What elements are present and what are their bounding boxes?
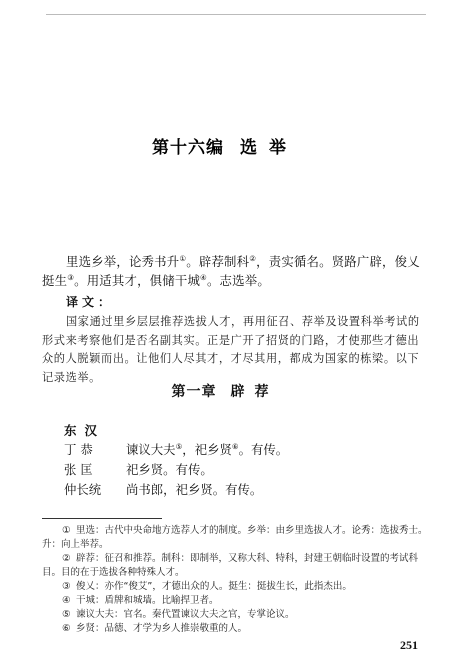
footnote-ref[interactable]: ④ [200, 272, 207, 282]
footnote [42, 622, 428, 636]
footnote-number: ③ [62, 581, 71, 592]
translation-paragraph: 国家通过里乡层层推荐选拔人才，再用征召、荐举及设置科举考试的形式来考察他们是否名副其实。正是广开了招贤的门路，才使那些才德出众的人脱颖而出。让他们人尽其才，才尽其用，都成为国家的栋梁。以下记录选举。 [42, 315, 420, 384]
person-entry [64, 480, 434, 500]
page-number: 251 [400, 638, 418, 652]
footnote-text: 乡贤：品德、才学为乡人推崇敬重的人。 [76, 623, 248, 634]
footnote [42, 552, 428, 580]
footnote-ref[interactable]: ② [249, 253, 257, 263]
footnote-number: ④ [62, 595, 71, 606]
entry-text: 谏议大夫 [126, 442, 176, 457]
footnote-text: 里选：古代中央命地方选荐人才的制度。乡举：由乡里选拔人才。论秀：选拔秀士。升：向上举荐。 [42, 525, 428, 550]
top-rule [46, 14, 426, 15]
chapter-title-prefix: 第一章 [171, 384, 217, 400]
original-paragraph [42, 252, 427, 290]
person-name: 丁 恭 [64, 442, 93, 457]
person-entry [64, 440, 434, 460]
entry-text: 祀乡贤。有传。 [126, 462, 213, 477]
translation-text [42, 313, 428, 387]
footnote-text: 谏议大夫：官名。秦代置谏议大夫之官，专掌论议。 [76, 609, 295, 620]
footnote [42, 524, 428, 552]
person-name: 张 匡 [64, 462, 93, 477]
footnote [42, 594, 428, 608]
person-name: 仲长统 [64, 482, 102, 497]
original-segment: 。志选举。 [206, 273, 270, 288]
footnote [42, 580, 428, 594]
chapter-title [0, 381, 450, 401]
part-title-prefix: 第十六编 [152, 138, 224, 158]
footnote-rule [42, 518, 162, 519]
chapter-title-main: 辟荐 [230, 384, 279, 400]
original-segment: 里选乡举，论秀书升 [66, 254, 180, 269]
footnote [42, 608, 428, 622]
entry-text: 尚书郎，祀乡贤。有传。 [126, 482, 263, 497]
era-heading: 东汉 [64, 423, 106, 438]
footnote-ref[interactable]: ③ [67, 272, 75, 282]
part-title-main: 选举 [240, 138, 298, 158]
footnote-number: ⑥ [62, 623, 71, 634]
entry-text: 。有传。 [238, 442, 289, 457]
person-entries [64, 440, 434, 500]
original-text [42, 252, 427, 290]
original-segment: 。用适其才，俱储干城 [74, 273, 201, 288]
footnotes [42, 524, 428, 636]
footnote-text: 俊乂：亦作“俊艾”，才德出众的人。挺生：挺拔生长，此指杰出。 [76, 581, 352, 592]
part-title [0, 133, 450, 158]
footnote-number: ⑤ [62, 609, 71, 620]
footnote-ref[interactable]: ⑥ [231, 441, 239, 451]
footnote-text: 辟荐：征召和推荐。制科：即制举，又称大科、特科，封建王朝临时设置的考试科目。目的在于选拔各种特殊人才。 [42, 553, 419, 578]
footnote-ref[interactable]: ① [179, 253, 187, 263]
original-segment: 。辟荐制科 [186, 254, 250, 269]
footnote-ref[interactable]: ⑤ [175, 441, 183, 451]
translation-label: 译文： [66, 295, 115, 309]
footnote-number: ② [62, 553, 71, 564]
original-segment: ，责实循名。贤路广辟，俊乂挺生 [42, 254, 420, 288]
person-entry [64, 460, 434, 480]
footnote-text: 干城：盾牌和城墙。比喻捍卫者。 [76, 595, 219, 606]
entry-text: ，祀乡贤 [182, 442, 232, 457]
footnote-number: ① [62, 525, 71, 536]
